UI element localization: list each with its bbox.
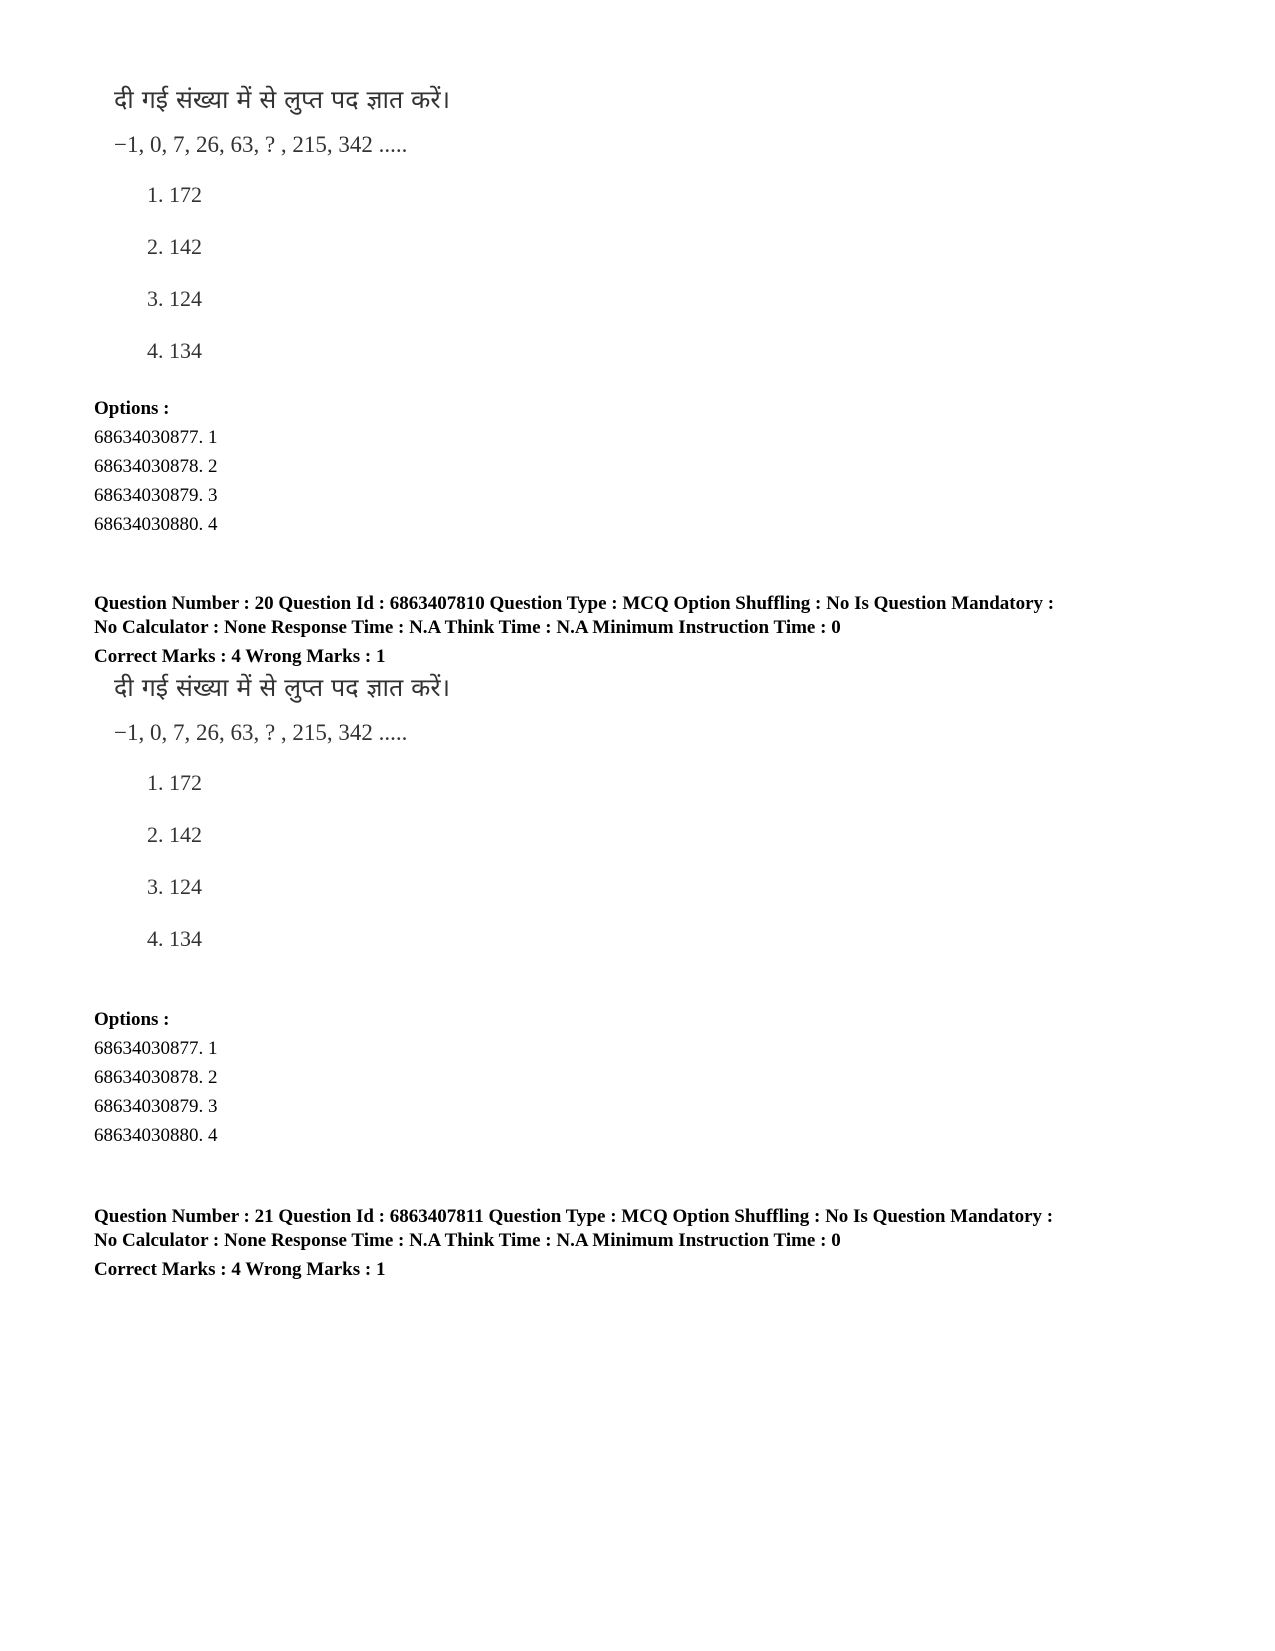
choice-2: 2. 142 (147, 822, 202, 847)
question-meta-line-2: No Calculator : None Response Time : N.A Think Time : N.A Minimum Instruction Time : 0 (94, 617, 841, 638)
choice-1: 1. 172 (147, 182, 202, 207)
choice-3: 3. 124 (147, 874, 202, 899)
question-meta-line-1: Question Number : 20 Question Id : 6863407810 Question Type : MCQ Option Shuffling : No Is Question Mandatory : (94, 593, 1055, 614)
choice-4: 4. 134 (147, 926, 202, 951)
question-marks: Correct Marks : 4 Wrong Marks : 1 (94, 646, 386, 667)
option-item: 68634030877. 1 (94, 427, 218, 448)
question-meta (94, 592, 1234, 669)
option-item: 68634030879. 3 (94, 485, 218, 506)
option-item: 68634030878. 2 (94, 1067, 218, 1088)
option-item: 68634030880. 4 (94, 514, 218, 535)
question-image (114, 668, 534, 954)
choice-4: 4. 134 (147, 338, 202, 363)
question-meta (94, 1205, 1234, 1282)
option-item: 68634030880. 4 (94, 1125, 218, 1146)
question-image (114, 80, 534, 366)
question-instruction: दी गई संख्या में से लुप्त पद ज्ञात करें। (114, 85, 451, 114)
options-list (94, 1005, 218, 1150)
choice-1: 1. 172 (147, 770, 202, 795)
choice-3: 3. 124 (147, 286, 202, 311)
option-item: 68634030878. 2 (94, 456, 218, 477)
question-marks: Correct Marks : 4 Wrong Marks : 1 (94, 1259, 386, 1280)
choice-2: 2. 142 (147, 234, 202, 259)
options-label: Options : (94, 398, 170, 419)
question-instruction: दी गई संख्या में से लुप्त पद ज्ञात करें। (114, 673, 451, 702)
question-meta-line-2: No Calculator : None Response Time : N.A Think Time : N.A Minimum Instruction Time : 0 (94, 1230, 841, 1251)
options-list (94, 394, 218, 539)
option-item: 68634030879. 3 (94, 1096, 218, 1117)
option-item: 68634030877. 1 (94, 1038, 218, 1059)
options-label: Options : (94, 1009, 170, 1030)
question-meta-line-1: Question Number : 21 Question Id : 6863407811 Question Type : MCQ Option Shuffling : No Is Question Mandatory : (94, 1206, 1054, 1227)
number-series: −1, 0, 7, 26, 63, ? , 215, 342 ..... (114, 720, 408, 745)
number-series: −1, 0, 7, 26, 63, ? , 215, 342 ..... (114, 132, 408, 157)
